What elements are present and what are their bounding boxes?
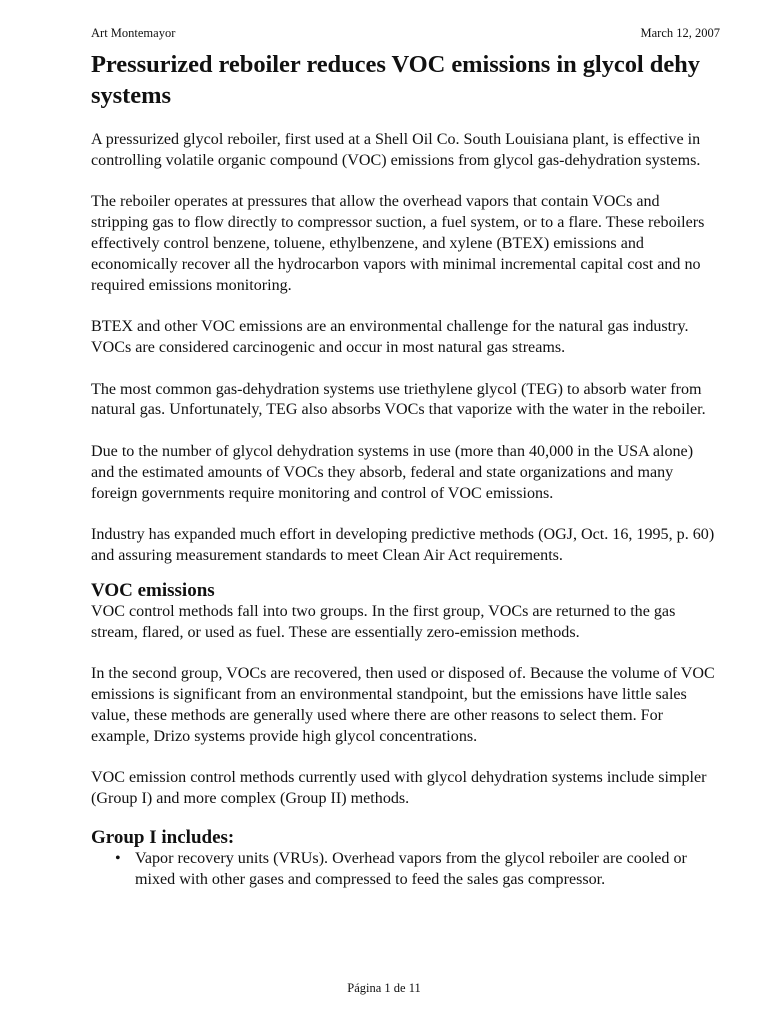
paragraph-regulations: Due to the number of glycol dehydration systems in use (more than 40,000 in the USA alone) and the estimated amounts of VOCs they absorb, federal and state organizations and many foreign governments require monitoring and control of VOC emissions.: [91, 442, 694, 502]
paragraph-predictive-methods: Industry has expanded much effort in developing predictive methods (OGJ, Oct. 16, 1995, p. 60) and assuring measurement standards to meet Clean Air Act requirements.: [91, 526, 715, 564]
page-number: Página 1 de 11: [347, 981, 421, 995]
paragraph-voc-groups: VOC control methods fall into two groups. In the first group, VOCs are returned to the gas stream, flared, or used as fuel. These are essentially zero-emission methods.: [91, 602, 676, 641]
section-heading-group-one: Group I includes:: [91, 826, 235, 848]
section-heading-voc-emissions: VOC emissions: [91, 579, 215, 601]
page-header: [91, 25, 720, 45]
paragraph-intro: A pressurized glycol reboiler, first used at a Shell Oil Co. South Louisiana plant, is effective in controlling volatile organic compound (VOC) emissions from glycol gas-dehydration systems.: [91, 131, 701, 169]
bullet-icon: •: [115, 849, 121, 867]
paragraph-teg-systems: The most common gas-dehydration systems use triethylene glycol (TEG) to absorb water from natural gas. Unfortunately, TEG also absorbs VOCs that vaporize with the water in the reboiler.: [91, 380, 706, 419]
paragraph-control-methods: VOC emission control methods currently used with glycol dehydration systems include simpler (Group I) and more complex (Group II) methods.: [91, 769, 707, 807]
group-one-list: [91, 849, 720, 891]
page-footer: [0, 980, 768, 996]
document-title: Pressurized reboiler reduces VOC emissions in glycol dehy systems: [91, 51, 700, 109]
list-item: [91, 849, 720, 891]
paragraph-second-group: In the second group, VOCs are recovered, then used or disposed of. Because the volume of VOC emissions is significant from an environmental standpoint, but the emissions have little sales value, these methods are generally used where there are other reasons to select them. For example, Drizo systems provide high glycol concentrations.: [91, 665, 715, 745]
list-item-text: Vapor recovery units (VRUs). Overhead vapors from the glycol reboiler are cooled or mixed with other gases and compressed to feed the sales gas compressor.: [135, 849, 687, 888]
document-date: March 12, 2007: [640, 26, 720, 40]
author-name: Art Montemayor: [91, 26, 176, 40]
paragraph-btex-challenge: BTEX and other VOC emissions are an environmental challenge for the natural gas industry. VOCs are considered carcinogenic and occur in most natural gas streams.: [91, 318, 689, 356]
paragraph-reboiler-operation: The reboiler operates at pressures that allow the overhead vapors that contain VOCs and stripping gas to flow directly to compressor suction, a fuel system, or to a flare. These reboilers effectively control benzene, toluene, ethylbenzene, and xylene (BTEX) emissions and economically recover all the hydrocarbon vapors with minimal incremental capital cost and no required emissions monitoring.: [91, 193, 705, 294]
